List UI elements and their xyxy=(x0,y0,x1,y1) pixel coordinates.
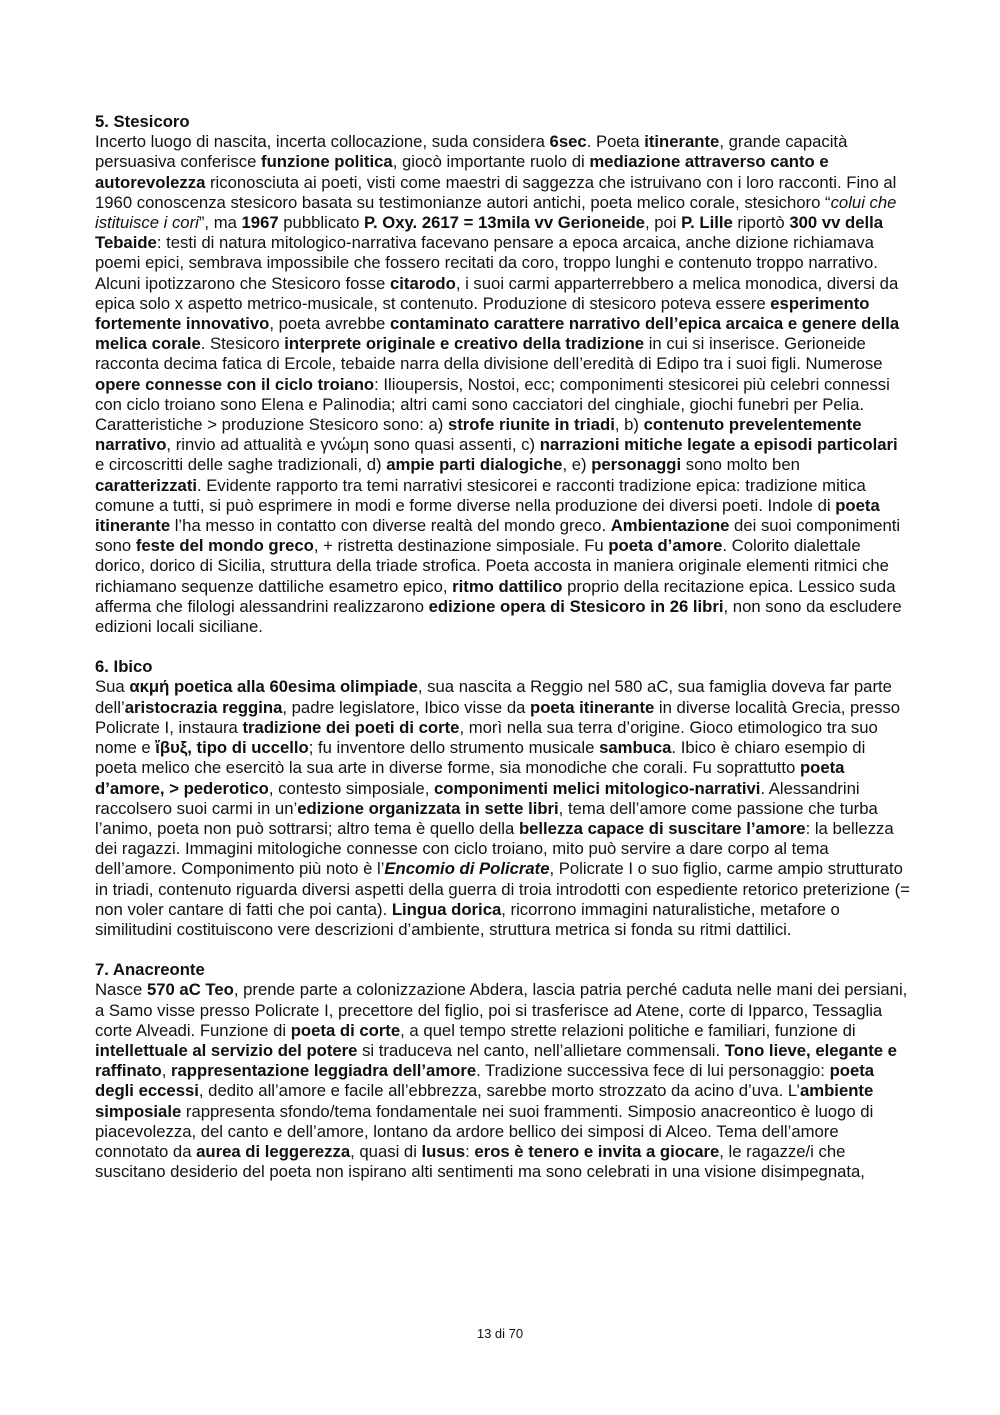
emphasis-text: strofe riunite in triadi xyxy=(447,415,615,435)
body-text: , contesto simposiale, xyxy=(268,778,434,798)
section-anacreonte xyxy=(95,960,910,1182)
emphasis-text: bellezza capace di suscitare l’amore xyxy=(518,818,806,838)
body-text: sono molto ben xyxy=(681,455,800,475)
body-text: . Evidente rapporto tra temi narrativi stesicorei e racconti tradizione epica: tradizione mitica comune a tutti, si può esprimere in modi e forme diverse nella produzione dei diversi poeti. Indole di xyxy=(95,475,866,515)
emphasis-text: contaminato carattere narrativo dell’epica arcaica e genere della melica corale xyxy=(95,314,900,354)
emphasis-text: Tono lieve, elegante e raffinato xyxy=(95,1040,897,1081)
body-text: ; fu inventore dello strumento musicale xyxy=(308,738,600,758)
body-text: , le ragazze/i che suscitano desiderio del poeta non ispirano alti sentimenti ma sono celebrati in una visione disimpegnata, xyxy=(95,1141,865,1182)
emphasis-text: poeta itinerante xyxy=(530,697,655,717)
body-text: . Tradizione successiva fece di lui personaggio: xyxy=(476,1061,830,1081)
body-text: , i suoi carmi apparterrebbero a melica monodica, diversi da epica solo x aspetto metrico-musicale, st contenuto. Produzione di stesicoro poteva essere xyxy=(95,273,899,313)
emphasis-text: mediazione attraverso canto e autorevolezza xyxy=(95,152,829,192)
section-ibico xyxy=(95,657,910,940)
emphasis-text: opere connesse con il ciclo troiano xyxy=(95,374,375,394)
emphasis-text: ritmo dattilico xyxy=(452,576,563,596)
emphasis-text: contenuto prevelentemente narrativo xyxy=(95,415,862,455)
emphasis-text: ampie parti dialogiche xyxy=(386,455,563,475)
emphasis-text: colui che istituisce i cori xyxy=(95,192,897,233)
body-text: . Poeta xyxy=(586,132,645,152)
body-text: : Ilioupersis, Nostoi, ecc; componimenti stesicorei più celebri connessi con ciclo troiano sono Elena e Palinodia; altri cami sono cacciatori del cinghiale, giochi funebri per Pelia. Caratteristiche > produzione Stesicoro sono: a) xyxy=(95,374,890,435)
body-text: , b) xyxy=(614,415,644,435)
body-text: , poi xyxy=(644,213,682,233)
emphasis-text: ambiente simposiale xyxy=(95,1081,874,1121)
page-number: 13 di 70 xyxy=(476,1326,524,1341)
emphasis-text: citarodo xyxy=(389,273,456,293)
body-text: , sua nascita a Reggio nel 580 aC, sua famiglia doveva far parte dell’ xyxy=(95,677,892,717)
emphasis-text: funzione politica xyxy=(261,152,393,172)
emphasis-text: lusus xyxy=(421,1141,466,1161)
emphasis-text: componimenti melici mitologico-narrativi xyxy=(433,778,761,798)
body-text: . Alessandrini raccolsero suoi carmi in un’ xyxy=(95,778,860,818)
emphasis-text: esperimento fortemente innovativo xyxy=(95,293,870,334)
body-text: , dedito all’amore e facile all’ebbrezza, sarebbe morto strozzato da acino d’uva. L’ xyxy=(198,1081,800,1101)
emphasis-text: interprete originale e creativo della tradizione xyxy=(284,334,645,354)
emphasis-text: ἴβυξ, tipo di uccello xyxy=(155,738,309,758)
body-text: pubblicato xyxy=(278,213,364,233)
body-text: proprio della recitazione epica. Lessico suda afferma che filologi alessandrini realizzarono xyxy=(95,576,896,616)
section-paragraph xyxy=(95,132,910,637)
body-text: , quasi di xyxy=(350,1141,422,1161)
section-paragraph xyxy=(95,677,910,940)
body-text: , a quel tempo strette relazioni politiche e familiari, funzione di xyxy=(400,1020,856,1040)
emphasis-text: personaggi xyxy=(591,455,682,475)
body-text: si traduceva nel canto, nell’allietare commensali. xyxy=(357,1040,725,1060)
body-text: , padre legislatore, Ibico visse da xyxy=(282,697,531,717)
section-heading: 6. Ibico xyxy=(95,657,153,677)
body-text: , tema dell’amore come passione che turba l’animo, poeta non può sottrarsi; altro tema è quello della xyxy=(95,798,878,838)
emphasis-text: 300 vv della Tebaide xyxy=(95,213,884,253)
emphasis-text: intellettuale al servizio del potere xyxy=(95,1040,358,1060)
emphasis-text: Ambientazione xyxy=(610,516,730,536)
body-text: l’ha messo in contatto con diverse realtà del mondo greco. xyxy=(170,516,611,536)
body-text: riportò xyxy=(732,213,790,233)
body-text: , Policrate I o suo figlio, carme ampio strutturato in triadi, contenuto riguarda diversi aspetti della guerra di troia introdotti con espediente retorico preterizione (= non voler cantare di fatti che poi canta). xyxy=(95,859,910,919)
document-page xyxy=(95,112,910,1202)
emphasis-text: tradizione dei poeti di corte xyxy=(242,717,460,737)
body-text: in diverse località Grecia, presso Policrate I, instaura xyxy=(95,697,901,737)
emphasis-text: P. Lille xyxy=(681,213,733,233)
emphasis-text: sambuca xyxy=(599,738,672,758)
emphasis-text: Encomio di Policrate xyxy=(384,859,550,879)
emphasis-text: eros è tenero e invita a giocare xyxy=(474,1141,720,1161)
body-text: Incerto luogo di nascita, incerta collocazione, suda considera xyxy=(95,132,550,152)
emphasis-text: poeta d’amore xyxy=(608,536,723,556)
body-text: , giocò importante ruolo di xyxy=(392,152,590,172)
emphasis-text: poeta d’amore, > pederotico xyxy=(95,758,845,798)
body-text: e circoscritti delle saghe tradizionali, d) xyxy=(95,455,387,475)
emphasis-text: aurea di leggerezza xyxy=(196,1141,351,1161)
body-text: : testi di natura mitologico-narrativa facevano pensare a epoca arcaica, anche dizione richiamava poemi epici, sembrava impossibile che fossero recitati da coro, troppo lunghi e contenuto troppo narrativo. Alcuni ipotizzarono che Stesicoro fosse xyxy=(95,233,878,293)
emphasis-text: edizione opera di Stesicoro in 26 libri xyxy=(428,596,724,616)
body-text: . Colorito dialettale dorico, dorico di Sicilia, struttura della triade strofica. Poeta accosta in maniera originale elementi ritmici che richiamano sequenze dattiliche esametro epico, xyxy=(95,536,889,596)
body-text: : la bellezza dei ragazzi. Immagini mitologiche connesse con ciclo troiano, mito può servire a dare corpo al tema dell’amore. Componimento più noto è l’ xyxy=(95,818,894,879)
body-text: , + ristretta destinazione simposiale. Fu xyxy=(313,536,609,556)
emphasis-text: poeta degli eccessi xyxy=(95,1061,875,1101)
section-heading: 5. Stesicoro xyxy=(95,112,190,131)
emphasis-text: narrazioni mitiche legate a episodi particolari xyxy=(539,435,898,455)
emphasis-text: caratterizzati xyxy=(95,475,198,495)
section-heading: 7. Anacreonte xyxy=(95,960,205,980)
emphasis-text: itinerante xyxy=(644,132,720,152)
emphasis-text: P. Oxy. 2617 = 13mila vv Gerioneide xyxy=(364,213,645,233)
body-text: , e) xyxy=(562,455,592,475)
body-text: Sua xyxy=(95,677,130,697)
emphasis-text: 1967 xyxy=(241,213,279,233)
body-text: in cui si inserisce. Gerioneide racconta decima fatica di Ercole, tebaide narra della divisione dell’eredità di Edipo tra i suoi figli. Numerose xyxy=(95,334,883,374)
body-text: ”, ma xyxy=(198,213,242,233)
emphasis-text: 570 aC Teo xyxy=(146,980,234,1000)
emphasis-text: feste del mondo greco xyxy=(135,536,314,556)
emphasis-text: 6sec xyxy=(549,132,587,152)
body-text: , prende parte a colonizzazione Abdera, lascia patria perché caduta nelle mani dei persiani, a Samo visse presso Policrate I, precettore del figlio, poi si trasferisce ad Atene, corte di Ipparco, Tessaglia corte Alveadi. Funzione di xyxy=(95,980,908,1040)
body-text: , non sono da escludere edizioni locali siciliane. xyxy=(95,596,902,637)
body-text: rappresenta sfondo/tema fondamentale nei suoi frammenti. Simposio anacreontico è luogo di piacevolezza, del canto e dell’amore, lontano da ardore bellico dei simposi di Alceo. Tema dell’amore connotato da xyxy=(95,1101,874,1161)
section-paragraph xyxy=(95,980,910,1182)
body-text: dei suoi componimenti sono xyxy=(95,516,901,556)
emphasis-text: edizione organizzata in sette libri xyxy=(297,798,559,818)
body-text: , morì nella sua terra d’origine. Gioco etimologico tra suo nome e xyxy=(95,717,878,758)
body-text: , rinvio ad attualità e γνώμη sono quasi assenti, c) xyxy=(166,435,540,455)
body-text: Nasce xyxy=(95,980,147,1000)
body-text: . Stesicoro xyxy=(200,334,285,354)
body-text: , ricorrono immagini naturalistiche, metafore o similitudini costituiscono vere descrizioni d’ambiente, struttura metrica si fonda su ritmi dattilici. xyxy=(95,899,840,939)
emphasis-text: Lingua dorica xyxy=(391,899,502,919)
emphasis-text: poeta di corte xyxy=(290,1020,401,1040)
body-text: , poeta avrebbe xyxy=(269,314,390,334)
emphasis-text: rappresentazione leggiadra dell’amore xyxy=(171,1061,477,1081)
body-text: . Ibico è chiaro esempio di poeta melico che esercitò la sua arte in diverse forme, sia monodiche che corali. Fu soprattutto xyxy=(95,738,866,778)
body-text: , xyxy=(161,1061,172,1081)
emphasis-text: ακμή poetica alla 60esima olimpiade xyxy=(129,677,418,697)
body-text: : xyxy=(465,1141,475,1161)
body-text: , grande capacità persuasiva conferisce xyxy=(95,132,848,172)
emphasis-text: poeta itinerante xyxy=(95,495,880,536)
emphasis-text: aristocrazia reggina xyxy=(124,697,283,717)
section-stesicoro xyxy=(95,112,910,637)
body-text: riconosciuta ai poeti, visti come maestri di saggezza che istruivano con i loro racconti. Fino al 1960 conoscenza stesicoro basata su testimonianze autori antichi, poeta melico corale, stesichoro “ xyxy=(95,172,897,212)
